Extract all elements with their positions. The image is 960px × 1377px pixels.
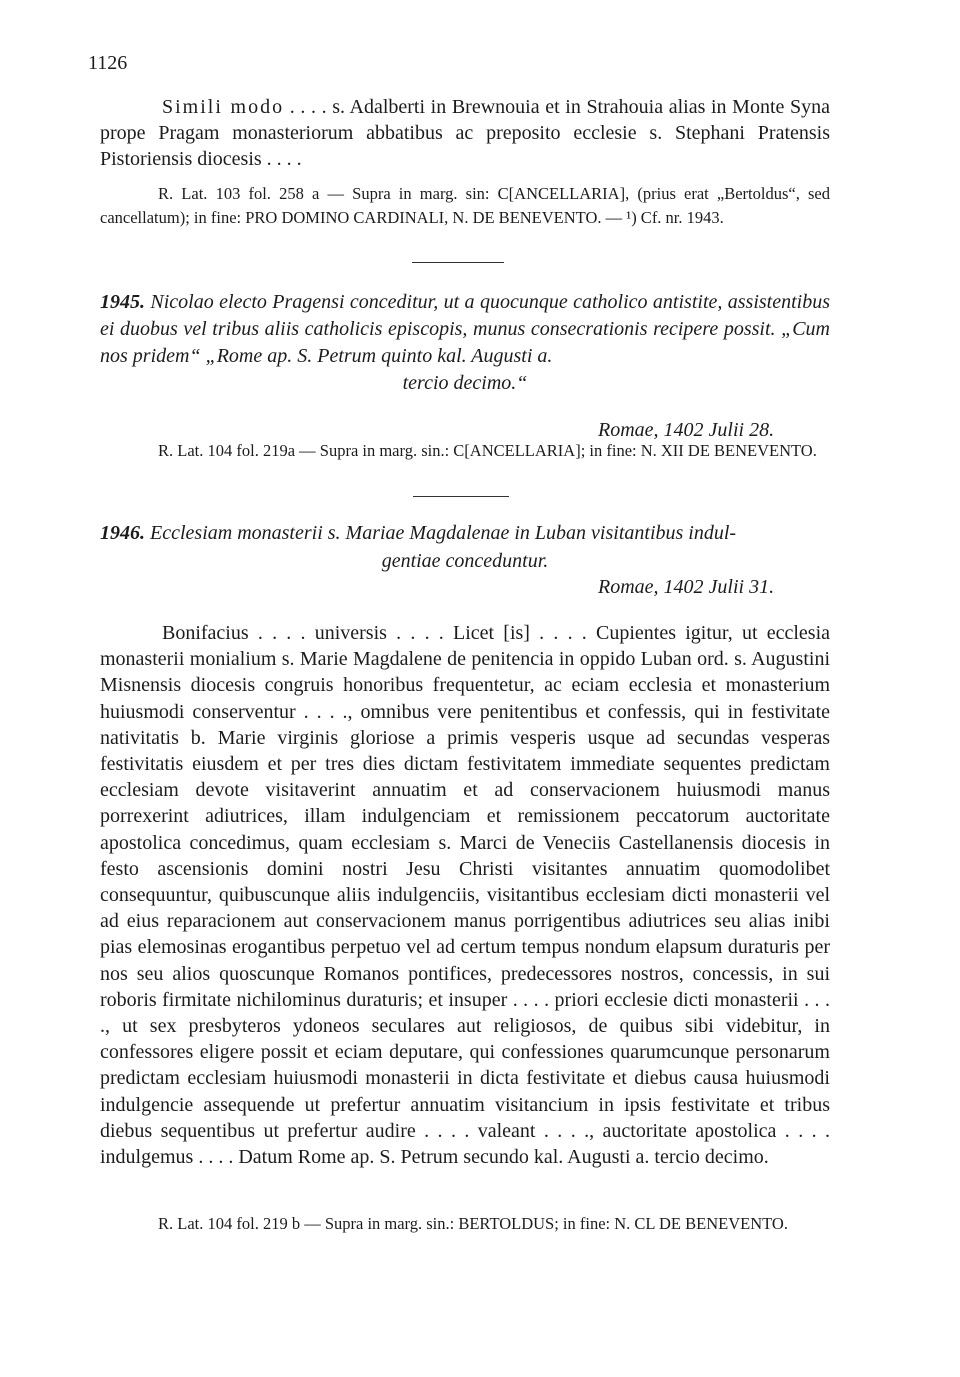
similar-entry-text — [100, 94, 830, 173]
entry-1946-number: 1946. — [100, 522, 145, 544]
entry-1945-number: 1945. — [100, 291, 145, 313]
entry-1946-summary-last: gentiae conceduntur. — [381, 550, 549, 572]
entry-1945-reference-text: R. Lat. 104 fol. 219a — Supra in marg. sin.: C[ANCELLARIA]; in fine: N. XII DE BENEVENTO. — [158, 441, 817, 460]
similar-entry-lead: Simili modo — [162, 96, 285, 118]
entry-1946-reference: R. Lat. 104 fol. 219 b — Supra in marg. sin.: BERTOLDUS; in fine: N. CL DE BENEVENTO. — [158, 1214, 788, 1233]
similar-entry-body: . . . . s. Adalberti in Brewnouia et in Strahouia alias in Monte Syna prope Pragam monasteriorum abbatibus ac preposito ecclesie s. Stephani Pratensis Pistoriensis diocesis . . . . — [100, 96, 830, 171]
entry-1945-date: Romae, 1402 Julii 28. — [598, 419, 775, 441]
entry-1946-summary-text: Ecclesiam monasterii s. Mariae Magdalenae in Luban visitantibus indul- — [150, 522, 737, 544]
entry-1945-summary-last: tercio decimo.“ — [402, 372, 528, 394]
page-number: 1126 — [88, 52, 128, 74]
entry-1945-summary-text: Nicolao electo Pragensi conceditur, ut a quocunque catholico antistite, assistentibus ei duobus vel tribus aliis catholicis episcopis, munus consecrationis recipere possit. „Cum nos pridem“ „Rome ap. S. Petrum quinto kal. Augusti a. — [100, 291, 831, 367]
entry-1945-summary — [100, 289, 830, 370]
separator-rule — [413, 496, 509, 497]
entry-1945-reference — [100, 432, 830, 463]
separator-rule — [412, 262, 504, 263]
similar-entry-reference: R. Lat. 103 fol. 258 a — Supra in marg. sin: C[ANCELLARIA], (prius erat „Bertoldus“, sed cancellatum); in fine: PRO DOMINO CARDINALI, N. DE BENEVENTO. — ¹) Cf. nr. 1943. — [100, 184, 830, 227]
entry-1946-date: Romae, 1402 Julii 31. — [598, 576, 775, 598]
entry-1946-body: Bonifacius . . . . universis . . . . Licet [is] . . . . Cupientes igitur, ut ecclesia monasterii monialium s. Marie Magdalene de penitencia in oppido Luban ord. s. Augustini Misnensis diocesis congruis honoribus frequentetur, ac eciam ecclesia et monasterium huiusmodi conserventur . . . ., omnibus vere penitentibus et confessis, qui in festivitate nativitatis b. Marie virginis gloriose a primis vesperis usque ad secundas vesperas festivitatis eiusdem et per tres dies dictam festivitatem immediate sequentes predictam ecclesiam devote visitaverint annuatim et ad conservacionem huiusmodi manus porrexerint adiutrices, illam indulgenciam et remissionem peccatorum auctoritate apostolica concedimus, quam ecclesiam s. Marci de Veneciis Castellanensis diocesis in festo ascensionis domini nostri Jesu Christi visitantes annuatim quomodolibet consequuntur, quibuscunque aliis indulgenciis, visitantibus ecclesiam dicti monasterii vel ad eius reparacionem aut conservacionem manus porrigentibus adiutrices seu alias inibi pias elemosinas erogantibus perpetuo vel ad certum tempus nondum elapsum duraturis per nos seu alios quoscunque Romanos pontifices, predecessores nostros, concessis, in sui roboris firmitate nichilominus duraturis; et insuper . . . . priori ecclesie dicti monasterii . . . ., ut sex presbyteros ydoneos seculares aut religiosos, de quibus sibi videbitur, in confessores eligere possit et eciam deputare, qui confessiones quarumcunque personarum predictam ecclesiam huiusmodi monasterii in dicta festivitate et diebus causa huiusmodi indulgencie assequende ut prefertur annuatim visitancium in ipsis festivitate et tribus diebus sequentibus ut prefertur audire . . . . valeant . . . ., auctoritate apostolica . . . . indulgemus . . . . Datum Rome ap. S. Petrum secundo kal. Augusti a. tercio decimo. — [100, 622, 830, 1169]
entry-1946-summary — [100, 520, 830, 547]
